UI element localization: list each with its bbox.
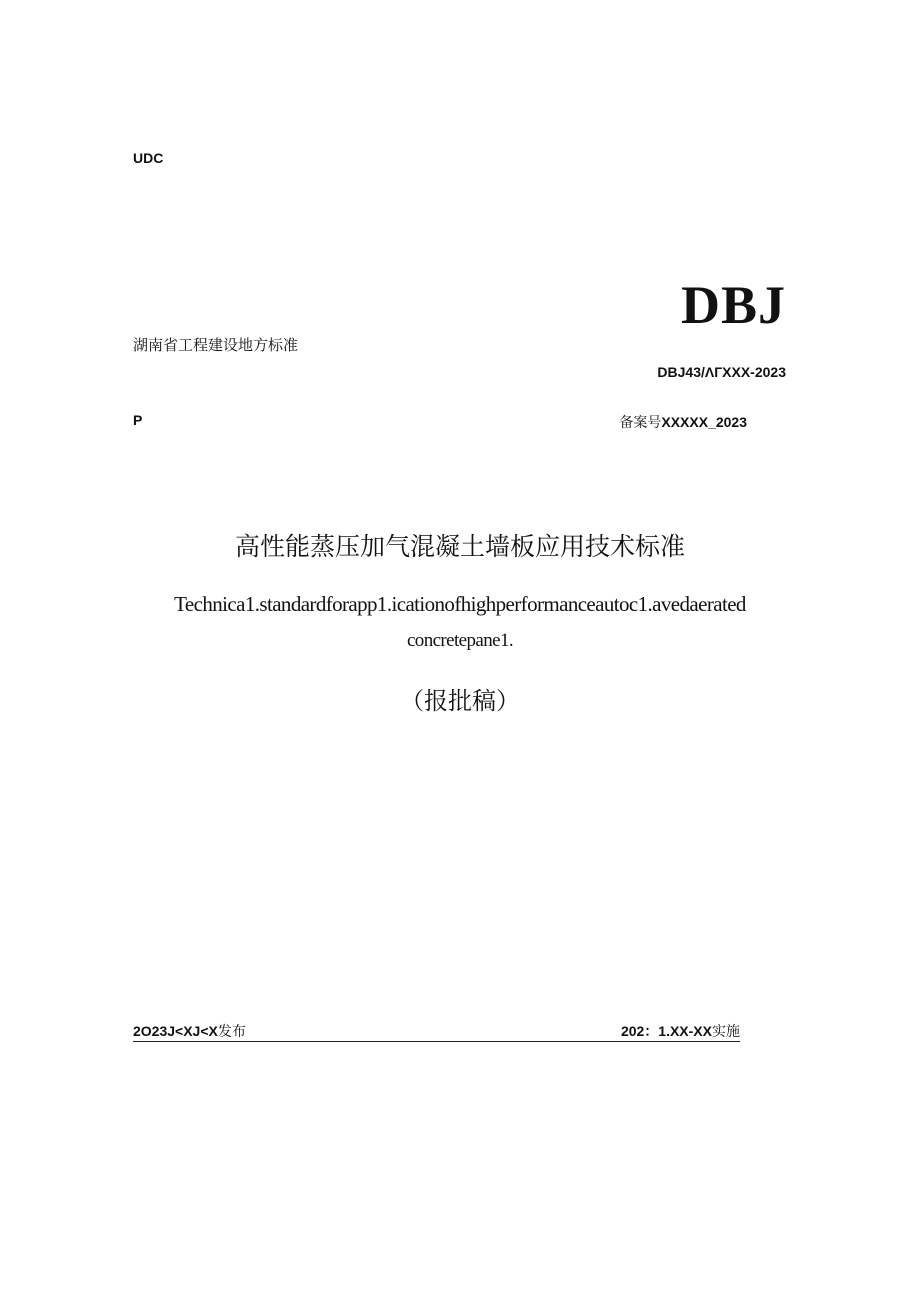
issue-date	[133, 1021, 246, 1041]
effective-date	[621, 1021, 740, 1041]
standard-category: 湖南省工程建设地方标准	[133, 336, 299, 354]
filing-value: XXXXX_2023	[661, 414, 747, 430]
filing-label: 备案号	[619, 415, 662, 431]
dbj-logo: DBJ	[680, 275, 786, 335]
title-english-line2: concretepane1.	[406, 630, 514, 651]
title-english-line1: Technica1.standardforapp1.icationofhighperformanceautoc1.avedaerated	[174, 592, 746, 616]
p-label: P	[133, 412, 143, 428]
effective-suffix: 实施	[712, 1024, 740, 1040]
issue-suffix: 发布	[217, 1024, 246, 1040]
udc-label: UDC	[133, 150, 164, 166]
bottom-rule	[133, 1041, 740, 1042]
draft-status: （报批稿）	[400, 687, 520, 715]
standard-code: DBJ43/ΛГXXX-2023	[657, 364, 786, 380]
filing-number	[619, 412, 747, 432]
issue-date-value: 2O23J<XJ<X	[133, 1023, 218, 1039]
effective-date-value: 202：1.XX-XX	[620, 1023, 712, 1039]
title-chinese: 高性能蒸压加气混凝土墙板应用技术标准	[234, 532, 685, 561]
